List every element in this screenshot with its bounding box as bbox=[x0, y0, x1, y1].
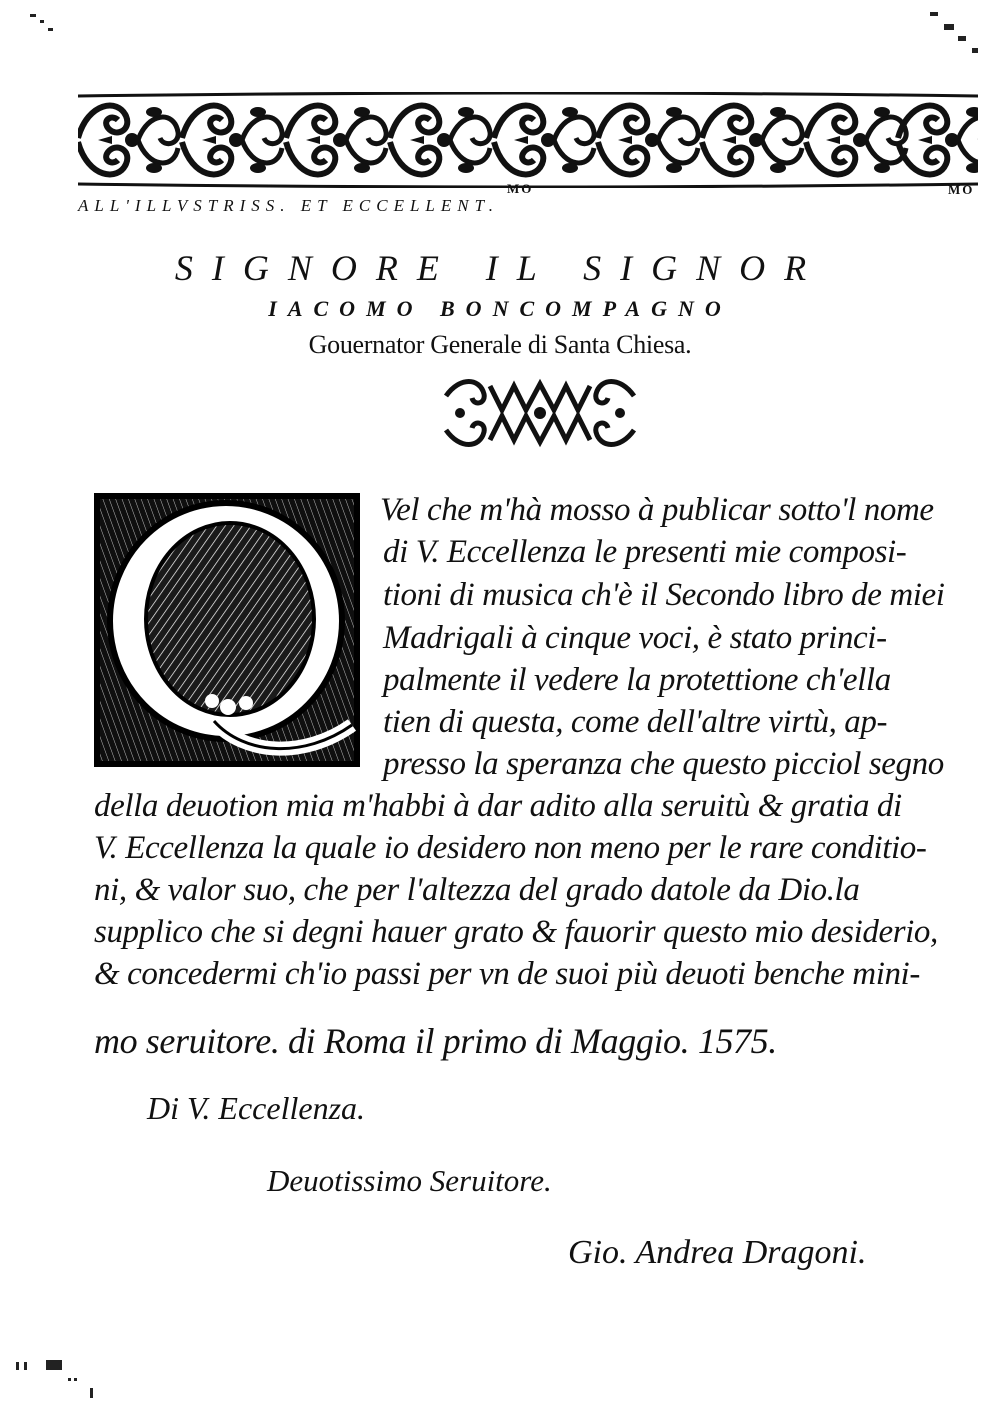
dedication-line-5: palmente il vedere la protettione ch'ella bbox=[383, 662, 891, 698]
signature: Gio. Andrea Dragoni. bbox=[568, 1234, 867, 1271]
dedication-line-6: tien di questa, come dell'altre virtù, ap- bbox=[383, 704, 888, 740]
dedication-line-10: ni, & valor suo, che per l'altezza del grado datole da Dio.la bbox=[94, 872, 860, 908]
salutation: Di V. Eccellenza. bbox=[147, 1090, 366, 1126]
dedication-line-13: mo seruitore. di Roma il primo di Maggio. 1575. bbox=[94, 1021, 777, 1061]
decorative-band-ornament bbox=[78, 92, 978, 188]
dedication-line-9: V. Eccellenza la quale io desidero non meno per le rare conditio- bbox=[94, 830, 927, 866]
dedication-line-12: & concedermi ch'io passi per vn de suoi più deuoti benche mini- bbox=[94, 956, 920, 992]
title-line-2: SIGNORE IL SIGNOR bbox=[174, 248, 826, 288]
dedication-line-1: Vel che m'hà mosso à publicar sotto'l nome bbox=[380, 492, 934, 528]
superscript-left: MO bbox=[507, 181, 534, 196]
servant-line: Deuotissimo Seruitore. bbox=[267, 1163, 552, 1198]
title-line-3: IACOMO BONCOMPAGNO bbox=[268, 296, 732, 321]
superscript-right: MO bbox=[948, 182, 975, 197]
title-line-4: Gouernator Generale di Santa Chiesa. bbox=[308, 330, 692, 359]
dedication-line-11: supplico che si degni hauer grato & fauorir questo mio desiderio, bbox=[94, 914, 938, 950]
dedication-line-3: tioni di musica ch'è il Secondo libro de miei bbox=[383, 577, 945, 613]
decorated-initial-q bbox=[94, 493, 360, 767]
vignette-ornament bbox=[440, 374, 640, 452]
dedication-line-4: Madrigali à cinque voci, è stato princi- bbox=[383, 620, 887, 656]
dedication-line-2: di V. Eccellenza le presenti mie composi- bbox=[383, 534, 907, 570]
title-line-1: ALL'ILLVSTRISS. ET ECCELLENT. bbox=[78, 196, 500, 215]
dedication-line-7: presso la speranza che questo picciol segno bbox=[383, 746, 944, 782]
dedication-line-8: della deuotion mia m'habbi à dar adito alla seruitù & gratia di bbox=[94, 788, 902, 824]
